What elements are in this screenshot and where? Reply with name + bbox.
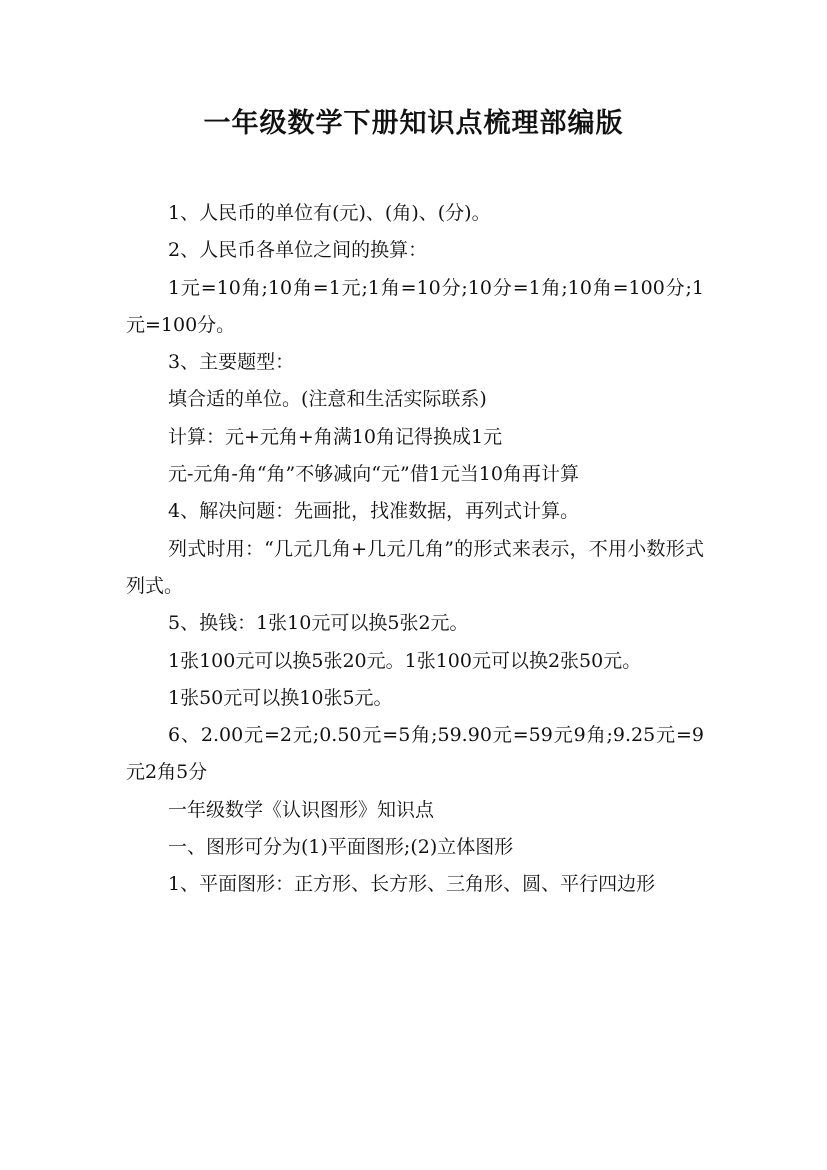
paragraph-conversion-heading: 2、人民币各单位之间的换算：	[168, 239, 428, 262]
paragraph-formula-format: 列式时用：“几元几角+几元几角”的形式来表示，不用小数形式列式。	[126, 537, 704, 597]
paragraph-plane-shapes: 1、平面图形：正方形、长方形、三角形、圆、平行四边形	[168, 873, 656, 896]
paragraph-shape-categories: 一、图形可分为(1)平面图形;(2)立体图形	[168, 836, 514, 859]
paragraph-change-money: 5、换钱：1张10元可以换5张2元。	[168, 612, 469, 635]
paragraph-subtraction-rule: 元-元角-角“角”不够减向“元”借1元当10角再计算	[168, 463, 579, 486]
paragraph-question-types-heading: 3、主要题型：	[168, 351, 295, 374]
paragraph-decimal-conversion: 6、2.00元=2元;0.50元=5角;59.90元=59元9角;9.25元=9元2角5分	[126, 724, 704, 784]
paragraph-change-50: 1张50元可以换10张5元。	[168, 686, 393, 709]
paragraph-addition-rule: 计算：元+元角+角满10角记得换成1元	[168, 425, 503, 448]
document-title: 一年级数学下册知识点梳理部编版	[203, 108, 624, 139]
paragraph-problem-solving: 4、解决问题：先画批，找准数据，再列式计算。	[168, 500, 580, 523]
document-body	[126, 195, 704, 904]
paragraph-fill-units: 填合适的单位。(注意和生活实际联系)	[168, 388, 487, 411]
paragraph-change-100: 1张100元可以换5张20元。1张100元可以换2张50元。	[168, 649, 642, 672]
paragraph-currency-units: 1、人民币的单位有(元)、(角)、(分)。	[168, 202, 491, 224]
paragraph-shapes-section-title: 一年级数学《认识图形》知识点	[168, 798, 435, 821]
paragraph-conversion-rules: 1元=10角;10角=1元;1角=10分;10分=1角;10角=100分;1元=100分。	[126, 276, 704, 336]
